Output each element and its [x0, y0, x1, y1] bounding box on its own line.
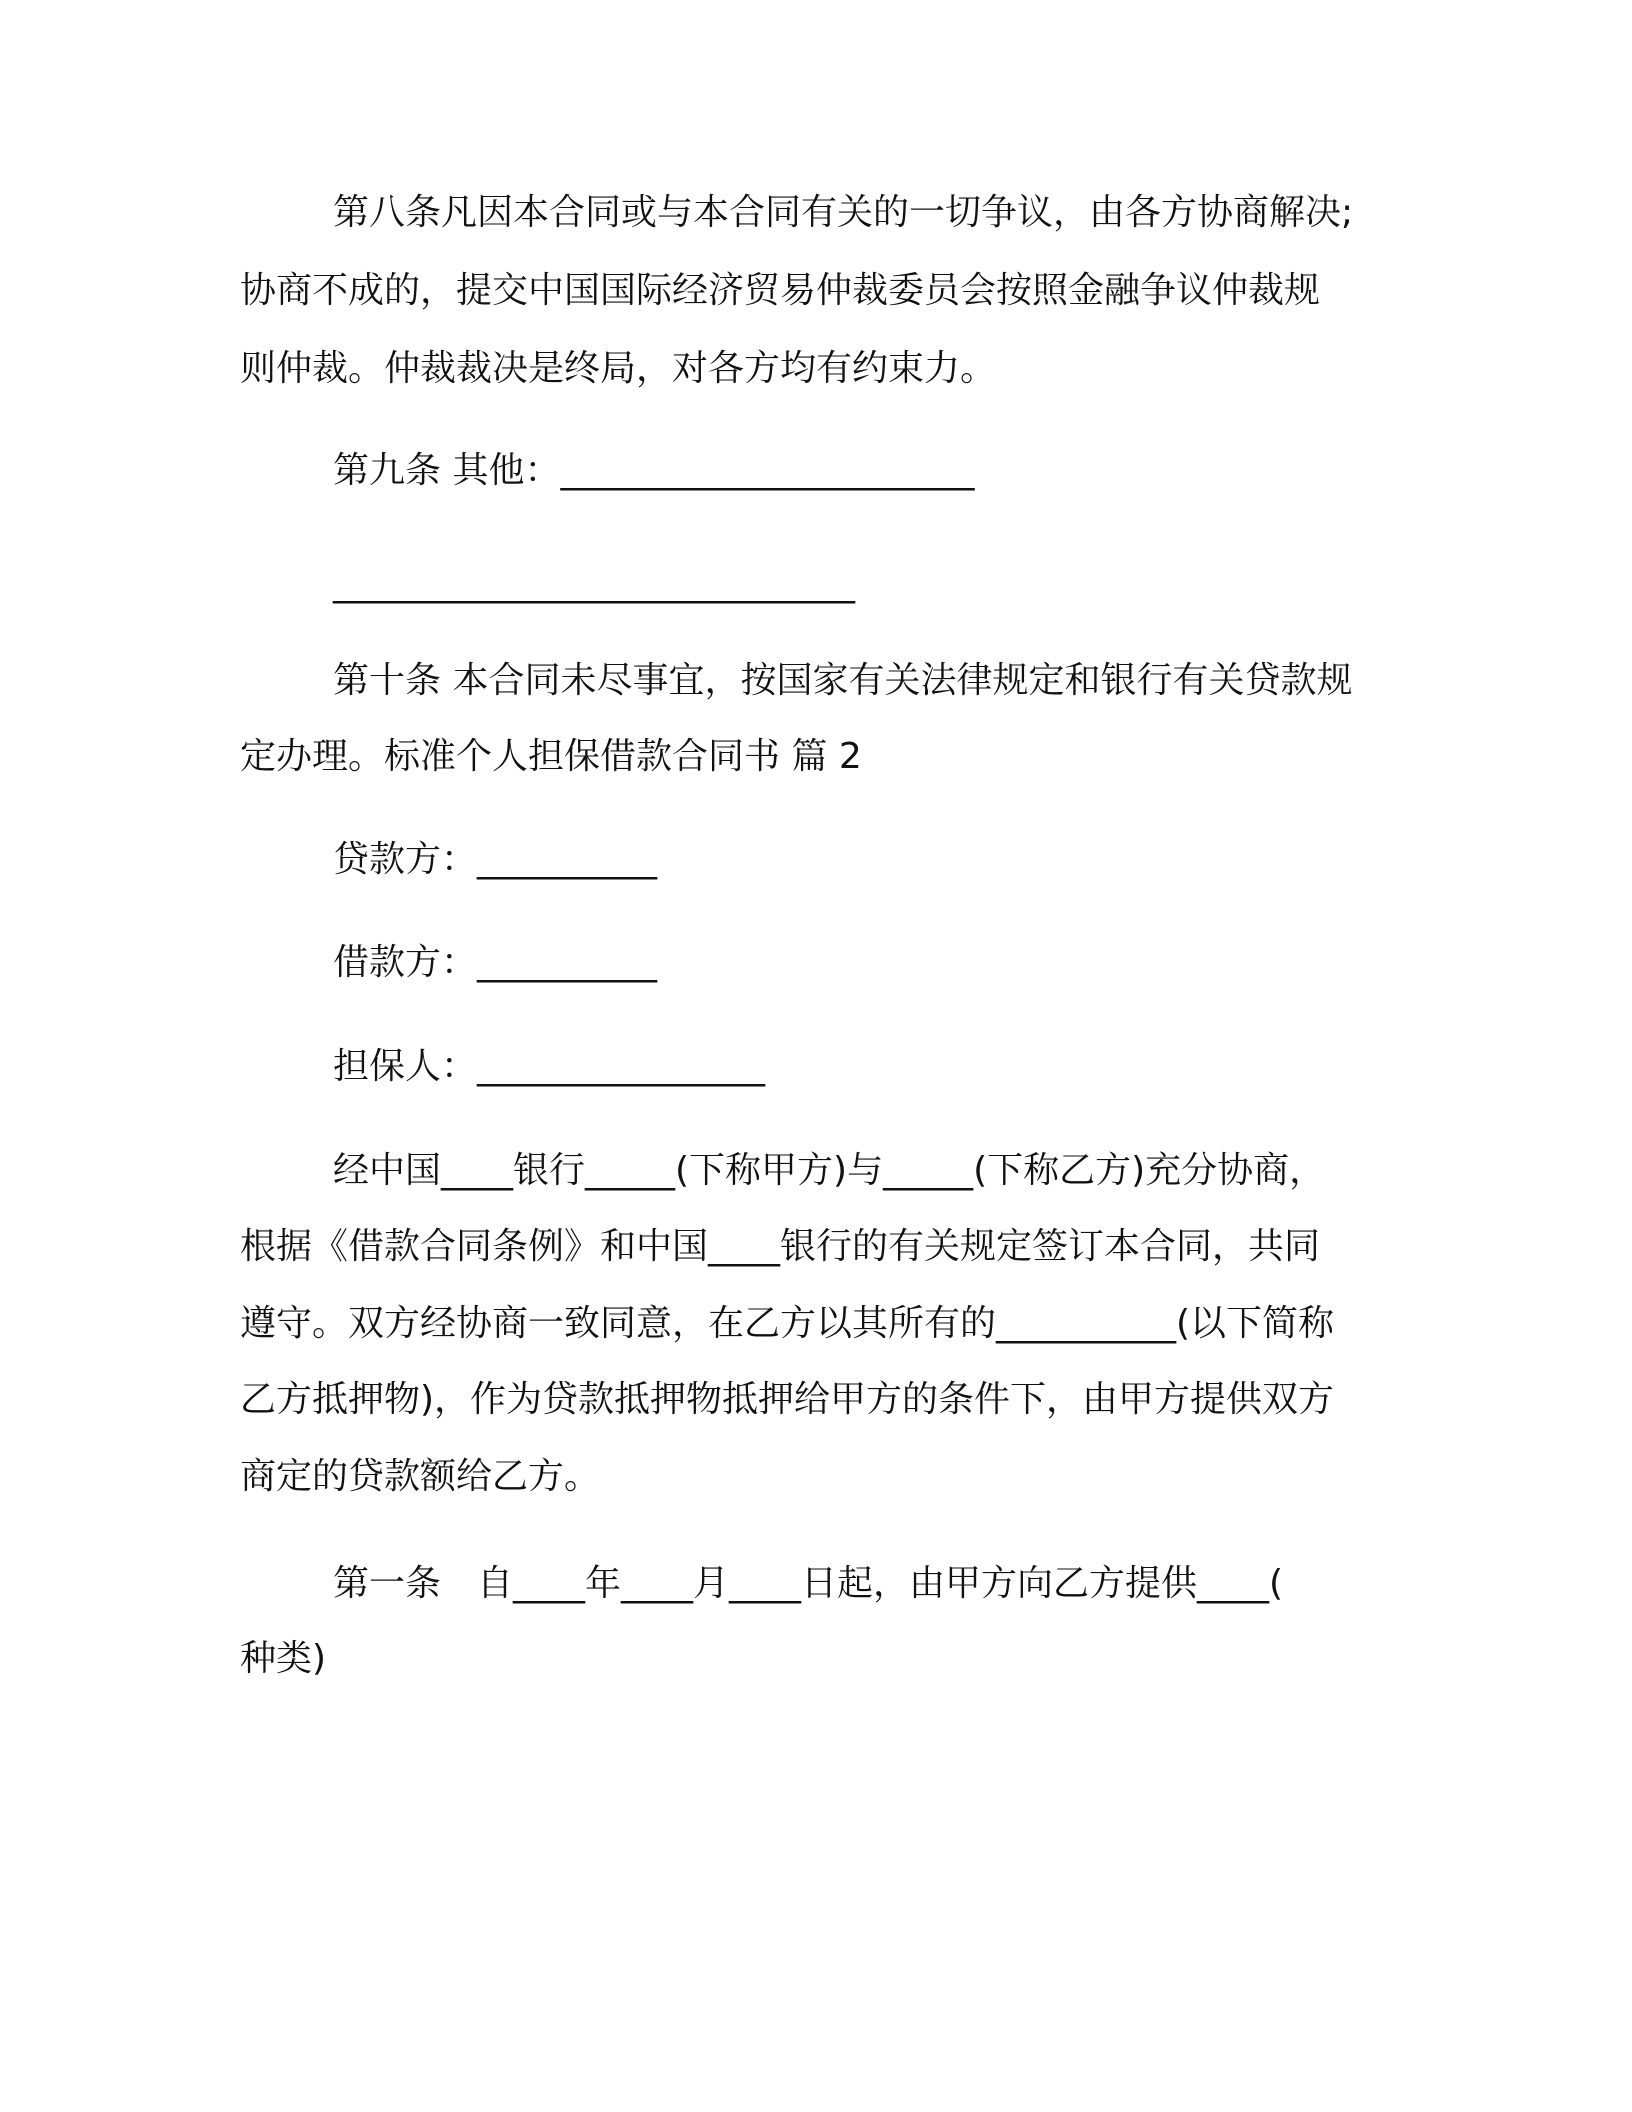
article-8-line-3: 则仲裁。仲裁裁决是终局，对各方均有约束力。 [240, 348, 997, 389]
borrower-label: 借款方： [333, 942, 478, 983]
preamble-line-1: 经中国____银行_____(下称甲方)与_____(下称乙方)充分协商， [333, 1150, 1326, 1191]
borrower-blank: __________ [477, 942, 658, 983]
lender-row [333, 836, 657, 884]
preamble-line-2: 根据《借款合同条例》和中国____银行的有关规定签订本合同，共同 [240, 1226, 1321, 1267]
article-1-line-1: 第一条 自____年____月____日起，由甲方向乙方提供____( [333, 1563, 1284, 1604]
article-8-line-2: 协商不成的，提交中国国际经济贸易仲裁委员会按照金融争议仲裁规 [240, 270, 1321, 311]
article-9-line-1: 第九条 其他：_______________________ [333, 450, 975, 491]
preamble-line-5: 商定的贷款额给乙方。 [240, 1456, 601, 1497]
article-1-line-2: 种类) [240, 1638, 327, 1679]
guarantor-blank: ________________ [477, 1046, 766, 1087]
preamble-line-4: 乙方抵押物)，作为贷款抵押物抵押给甲方的条件下，由甲方提供双方 [240, 1379, 1335, 1420]
article-9-blank-line: _____________________________ [333, 563, 855, 604]
borrower-row [333, 939, 657, 987]
preamble-line-3: 遵守。双方经协商一致同意，在乙方以其所有的__________(以下简称 [240, 1303, 1335, 1344]
lender-label: 贷款方： [333, 839, 478, 880]
article-8-line-1: 第八条凡因本合同或与本合同有关的一切争议，由各方协商解决; [333, 192, 1354, 233]
lender-blank: __________ [477, 839, 658, 880]
guarantor-row [333, 1043, 765, 1091]
article-10-line-1: 第十条 本合同未尽事宜，按国家有关法律规定和银行有关贷款规 [333, 660, 1353, 701]
guarantor-label: 担保人： [333, 1046, 478, 1087]
article-10-line-2: 定办理。标准个人担保借款合同书 篇 2 [240, 736, 862, 777]
